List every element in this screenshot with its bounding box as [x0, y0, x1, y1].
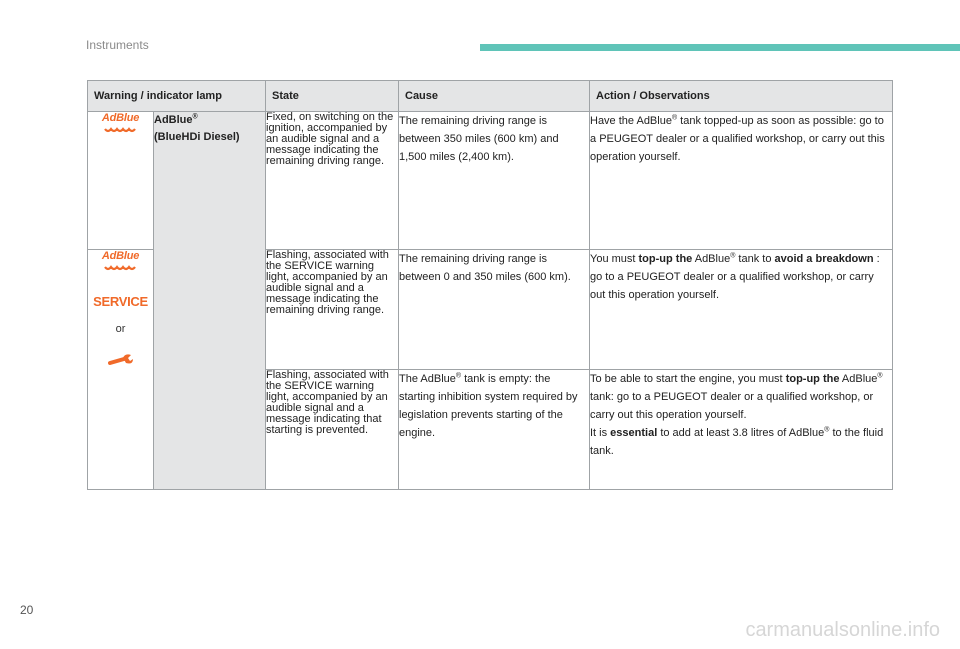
action-cell: Have the AdBlue® tank topped-up as soon as possible: go to a PEUGEOT dealer or a qualified workshop, or carry out this operation yourself. — [590, 112, 893, 250]
watermark: carmanualsonline.info — [745, 619, 940, 641]
section-title: Instruments — [86, 38, 149, 52]
state-cell: Fixed, on switching on the ignition, accompanied by an audible signal and a message indicating the remaining driving range. — [266, 112, 399, 250]
col-header-state: State — [266, 81, 399, 112]
icon-cell — [88, 250, 154, 490]
lamp-name-cell: AdBlue® (BlueHDi Diesel) — [154, 112, 266, 490]
cause-cell: The remaining driving range is between 0 and 350 miles (600 km). — [399, 250, 590, 370]
action-cell: To be able to start the engine, you must top-up the AdBlue® tank: go to a PEUGEOT dealer or a qualified workshop, or carry out this operation yourself. It is essential to add at least 3.8 litres of AdBlue® to the fluid tank. — [590, 370, 893, 490]
warning-lamp-table — [87, 80, 893, 490]
icon-cell — [88, 112, 154, 250]
col-header-cause: Cause — [399, 81, 590, 112]
lamp-name: AdBlue — [154, 114, 193, 126]
wave-icon — [104, 126, 138, 133]
section-accent-bar — [480, 44, 960, 51]
wave-icon — [104, 264, 138, 271]
cause-cell: The AdBlue® tank is empty: the starting inhibition system required by legislation prevents starting of the engine. — [399, 370, 590, 490]
cause-cell: The remaining driving range is between 350 miles (600 km) and 1,500 miles (2,400 km). — [399, 112, 590, 250]
col-header-warning: Warning / indicator lamp — [88, 81, 266, 112]
state-cell: Flashing, associated with the SERVICE warning light, accompanied by an audible signal and a message indicating that starting is prevented. — [266, 370, 399, 490]
or-label: or — [115, 323, 126, 335]
adblue-icon: AdBlue — [102, 112, 139, 136]
col-header-action: Action / Observations — [590, 81, 893, 112]
table-header-row — [88, 81, 893, 112]
lamp-variant: (BlueHDi Diesel) — [154, 131, 240, 143]
adblue-icon: AdBlue — [102, 250, 139, 274]
state-cell: Flashing, associated with the SERVICE warning light, accompanied by an audible signal and a message indicating the remaining driving range. — [266, 250, 399, 370]
page-number: 20 — [20, 603, 34, 617]
service-icon: SERVICE — [93, 294, 148, 309]
table-row — [88, 112, 893, 250]
wrench-icon — [108, 353, 134, 367]
action-cell: You must top-up the AdBlue® tank to avoid a breakdown : go to a PEUGEOT dealer or a qualified workshop, or carry out this operation yourself. — [590, 250, 893, 370]
